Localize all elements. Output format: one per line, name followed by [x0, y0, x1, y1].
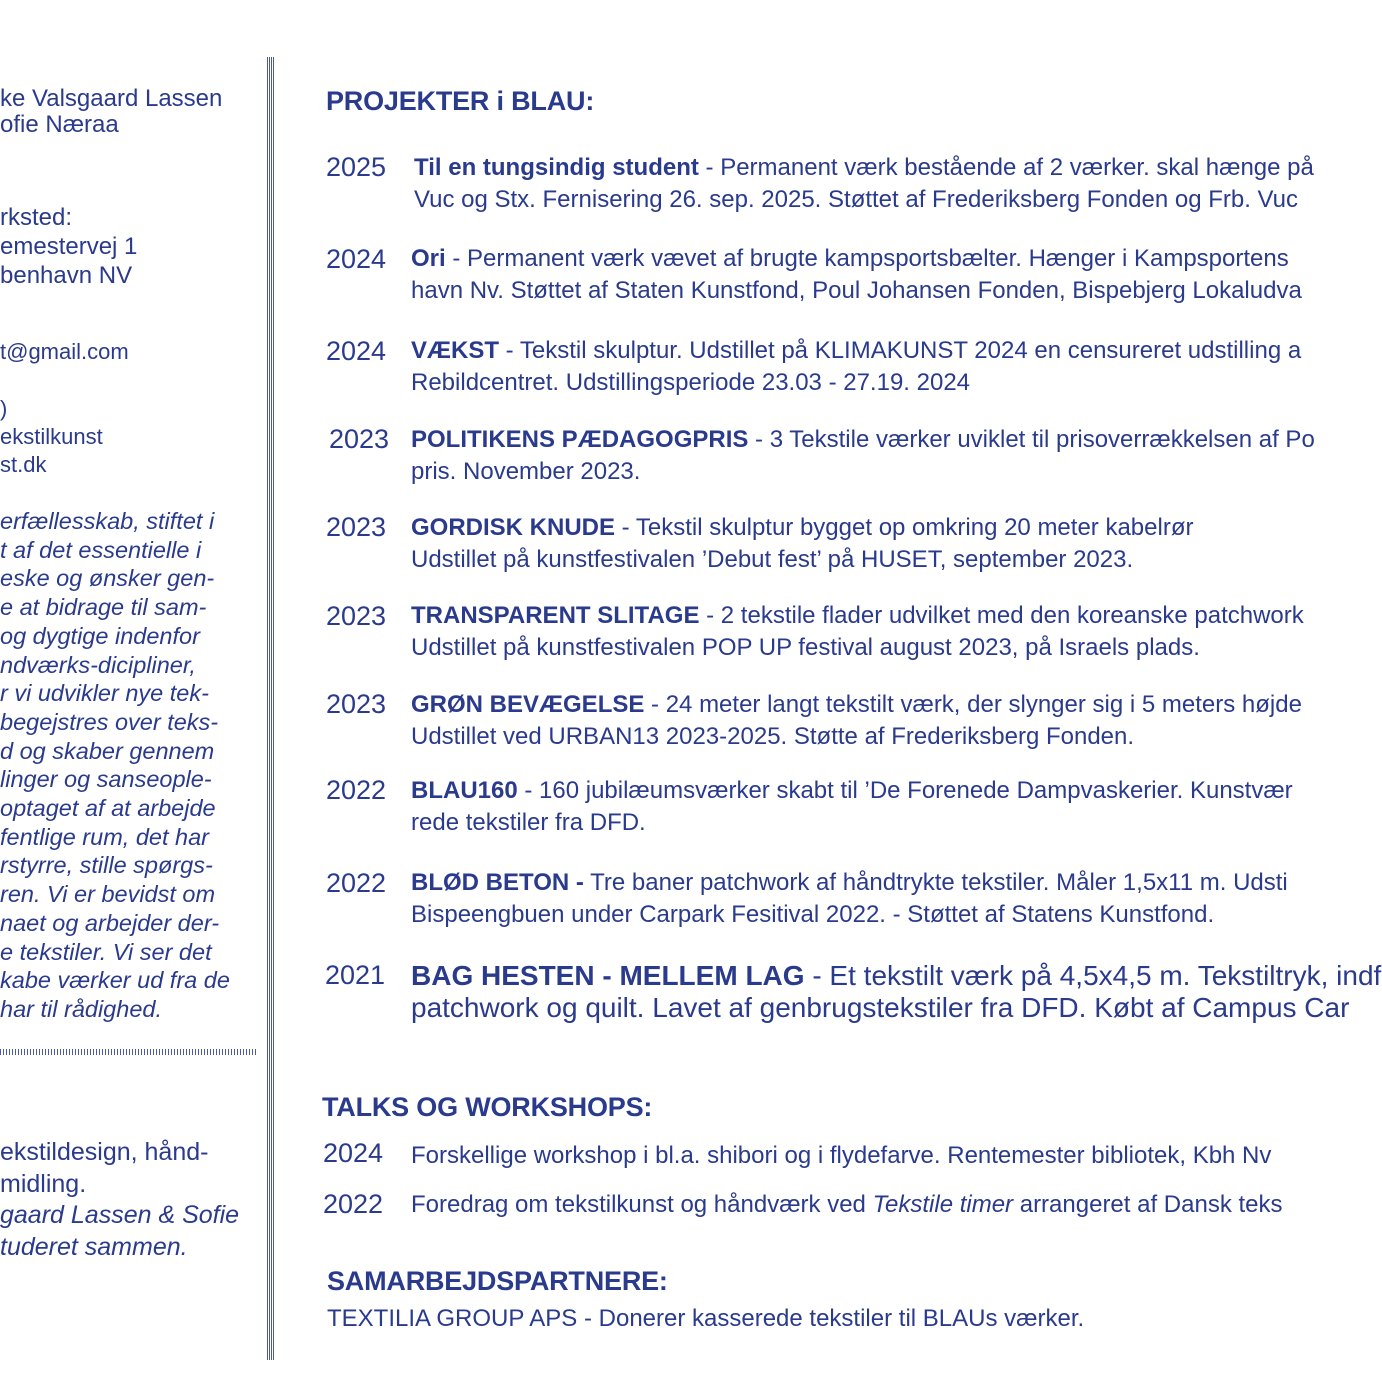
address-block: [0, 203, 137, 290]
project-line: [411, 775, 1293, 807]
project-line: [411, 689, 1302, 721]
talk-description: [411, 1189, 1283, 1221]
education-line: gaard Lassen & Sofie: [0, 1201, 240, 1229]
project-line: [411, 960, 1381, 992]
names-block: [0, 86, 222, 138]
project-summary: - 3 Tekstile værker uviklet til prisoverrækkelsen af Po: [748, 426, 1315, 453]
project-description: [411, 600, 1304, 663]
project-line: [411, 424, 1315, 456]
project-details: Bispeengbuen under Carpark Fesitival 2022. - Støttet af Statens Kunstfond.: [411, 900, 1215, 928]
project-year: 2024: [326, 244, 387, 274]
social-block: [0, 395, 103, 479]
project-summary: Tre baner patchwork af håndtrykte tekstiler. Måler 1,5x11 m. Udsti: [583, 869, 1288, 896]
talk-event-title: Tekstile timer: [872, 1191, 1014, 1218]
about-line: ndværks-dicipliner,: [0, 651, 196, 678]
project-description: [411, 335, 1301, 398]
project-details: Udstillet ved URBAN13 2023-2025. Støtte af Frederiksberg Fonden.: [411, 722, 1135, 750]
about-line: fentlige rum, det har: [0, 823, 209, 850]
project-summary: - Et tekstilt værk på 4,5x4,5 m. Tekstiltryk, indf: [804, 960, 1382, 991]
project-year: 2023: [326, 512, 387, 542]
about-line: linger og sanseople-: [0, 766, 212, 793]
education-line: midling.: [0, 1169, 87, 1198]
address-line: emestervej 1: [0, 233, 138, 260]
address-line: rksted:: [0, 204, 73, 231]
education-block: [0, 1137, 239, 1263]
project-year: 2022: [326, 775, 387, 805]
project-description: [411, 689, 1302, 752]
vertical-divider: [267, 57, 275, 1360]
project-title: Til en tungsindig student: [414, 154, 699, 181]
project-title: BLAU160: [411, 777, 518, 804]
project-description: [411, 960, 1381, 1023]
name-line: ofie Næraa: [0, 111, 119, 138]
project-details: rede tekstiler fra DFD.: [411, 808, 646, 836]
about-line: r vi udvikler nye tek-: [0, 680, 209, 707]
project-details: Rebildcentret. Udstillingsperiode 23.03 - 27.19. 2024: [411, 368, 971, 396]
education-line: tuderet sammen.: [0, 1232, 188, 1261]
about-line: erfællesskab, stiftet i: [0, 508, 215, 534]
about-line: kabe værker ud fra de: [0, 967, 230, 994]
project-title: BAG HESTEN - MELLEM LAG: [411, 960, 805, 991]
talk-year: 2022: [323, 1189, 384, 1219]
talk-text: arrangeret af Dansk teks: [1013, 1191, 1283, 1218]
project-summary: - Tekstil skulptur bygget op omkring 20 meter kabelrør: [615, 514, 1194, 541]
project-description: [411, 424, 1315, 487]
about-line: t af det essentielle i: [0, 536, 202, 563]
project-line: [411, 867, 1288, 899]
talk-text: Foredrag om tekstilkunst og håndværk ved: [411, 1191, 873, 1218]
project-line: [414, 152, 1314, 184]
project-description: [411, 775, 1293, 838]
social-line: ): [0, 396, 8, 421]
project-year: 2021: [325, 960, 386, 990]
project-description: [411, 512, 1193, 575]
about-line: og dygtige indenfor: [0, 622, 200, 649]
project-description: [411, 867, 1288, 930]
project-description: [411, 243, 1302, 306]
about-line: e tekstiler. Vi ser det: [0, 938, 212, 965]
address-line: benhavn NV: [0, 262, 133, 289]
social-line[interactable]: ekstilkunst: [0, 424, 103, 449]
project-title: Ori: [411, 245, 446, 272]
project-summary: - Permanent værk bestående af 2 værker. skal hænge på: [698, 154, 1314, 181]
project-summary: - Tekstil skulptur. Udstillet på KLIMAKUNST 2024 en censureret udstilling a: [499, 337, 1302, 364]
project-summary: - 24 meter langt tekstilt værk, der slynger sig i 5 meters højde: [644, 691, 1302, 718]
project-year: 2022: [326, 868, 387, 898]
project-line: [411, 335, 1301, 367]
project-details: Vuc og Stx. Fernisering 26. sep. 2025. Støttet af Frederiksberg Fonden og Frb. Vuc: [414, 185, 1299, 213]
about-line: har til rådighed.: [0, 995, 162, 1022]
about-line: d og skaber gennem: [0, 737, 215, 764]
project-title: POLITIKENS PÆDAGOGPRIS: [411, 426, 749, 453]
talk-text: Forskellige workshop i bl.a. shibori og i flydefarve. Rentemester bibliotek, Kbh Nv: [411, 1142, 1272, 1169]
project-title: GORDISK KNUDE: [411, 514, 616, 541]
project-summary: - 2 tekstile flader udvilket med den koreanske patchwork: [699, 602, 1304, 629]
project-title: TRANSPARENT SLITAGE: [411, 602, 700, 629]
about-line: eske og ønsker gen-: [0, 565, 215, 592]
partners-heading: SAMARBEJDSPARTNERE:: [327, 1266, 668, 1296]
project-year: 2023: [329, 424, 390, 454]
project-title: GRØN BEVÆGELSE: [411, 691, 645, 718]
project-details: pris. November 2023.: [411, 457, 641, 485]
project-details: havn Nv. Støttet af Staten Kunstfond, Poul Johansen Fonden, Bispebjerg Lokaludva: [411, 276, 1302, 304]
project-details: patchwork og quilt. Lavet af genbrugstekstiler fra DFD. Købt af Campus Car: [411, 991, 1350, 1023]
talk-description: [411, 1140, 1271, 1172]
project-summary: - Permanent værk vævet af brugte kampsportsbælter. Hænger i Kampsportens: [445, 245, 1289, 272]
project-title: BLØD BETON -: [411, 869, 584, 896]
email-text[interactable]: t@gmail.com: [0, 339, 129, 364]
talks-heading: TALKS OG WORKSHOPS:: [322, 1092, 653, 1122]
project-details: Udstillet på kunstfestivalen ’Debut fest’ på HUSET, september 2023.: [411, 545, 1134, 573]
project-line: [411, 243, 1302, 275]
project-year: 2023: [326, 689, 387, 719]
project-description: [414, 152, 1314, 215]
project-summary: - 160 jubilæumsværker skabt til ’De Forenede Dampvaskerier. Kunstvær: [517, 777, 1293, 804]
about-line: e at bidrage til sam-: [0, 594, 207, 621]
project-year: 2024: [326, 336, 387, 366]
education-line: ekstildesign, hånd-: [0, 1138, 209, 1166]
about-paragraph: [0, 507, 230, 1024]
about-line: ren. Vi er bevidst om: [0, 881, 216, 908]
about-line: optaget af at arbejde: [0, 795, 216, 822]
about-line: naet og arbejder der-: [0, 909, 220, 936]
about-line: rstyrre, stille spørgs-: [0, 852, 213, 879]
name-line: ke Valsgaard Lassen: [0, 85, 223, 112]
partners-text: TEXTILIA GROUP APS - Donerer kasserede tekstiler til BLAUs værker.: [327, 1305, 1085, 1332]
about-line: begejstres over teks-: [0, 708, 219, 735]
project-details: Udstillet på kunstfestivalen POP UP festival august 2023, på Israels plads.: [411, 633, 1200, 661]
social-line[interactable]: st.dk: [0, 452, 47, 477]
horizontal-divider: [0, 1049, 257, 1055]
project-year: 2023: [326, 601, 387, 631]
project-year: 2025: [326, 152, 387, 182]
project-title: VÆKST: [411, 337, 500, 364]
project-line: [411, 600, 1304, 632]
projects-heading: PROJEKTER i BLAU:: [326, 86, 595, 116]
talk-year: 2024: [323, 1138, 384, 1168]
project-line: [411, 512, 1193, 544]
